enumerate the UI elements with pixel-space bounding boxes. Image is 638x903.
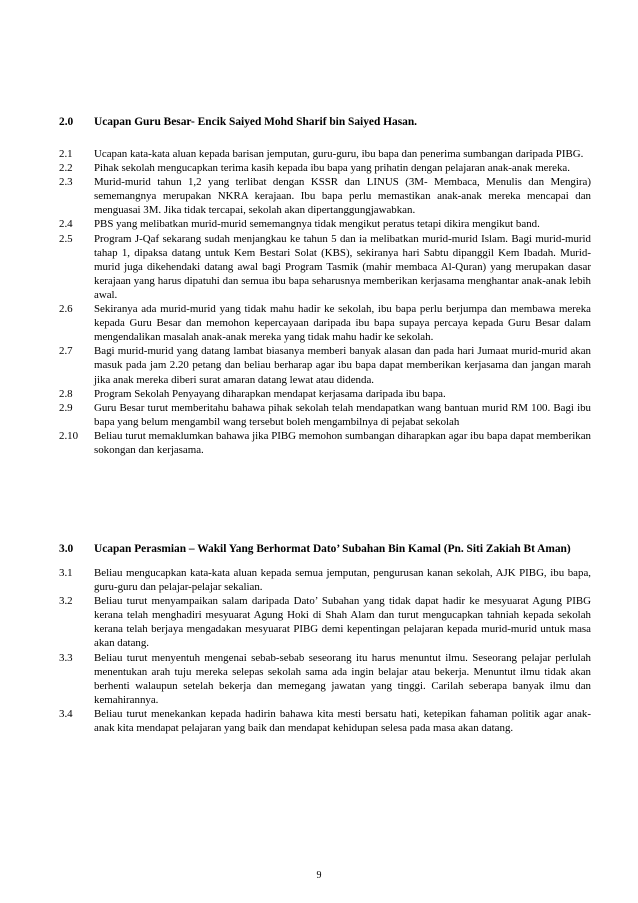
item-text: Beliau turut menyentuh mengenai sebab-sebab seseorang itu harus menuntut ilmu. Seseorang pelajar perlulah menentukan arah tuju mereka selepas sekolah sama ada ingin belajar atau bekerja. Menuntut ilmu tidak akan berhenti walaupun setelah bekerja dan memegang jawatan yang tinggi. Carilah seberapa banyak ilmu dan kemahirannya. xyxy=(94,651,591,706)
item-number: 2.5 xyxy=(59,232,73,245)
item-number: 2.3 xyxy=(59,176,73,189)
item-number: 2.4 xyxy=(59,218,73,231)
item-text: Bagi murid-murid yang datang lambat biasanya memberi banyak alasan dan pada hari Jumaat murid-murid akan masuk pada jam 2.20 petang dan beliau berharap agar ibu bapa dapat memberikan kerjasama dan jangan marah jika anak mereka diberi surat amaran datang lewat atau didenda. xyxy=(94,345,591,386)
list-item xyxy=(59,651,591,707)
item-text: Beliau turut menekankan kepada hadirin bahawa kita mesti bersatu hati, ketepikan fahaman politik agar anak-anak kita mendapat pelajaran yang baik dan mendapat kehidupan selesa pada masa akan datang. xyxy=(94,707,591,735)
item-number: 2.10 xyxy=(59,429,79,442)
item-number: 3.3 xyxy=(59,651,73,664)
section-number: 3.0 xyxy=(59,543,74,555)
list-item xyxy=(59,429,591,457)
list-item xyxy=(59,147,591,161)
item-text: Sekiranya ada murid-murid yang tidak mahu hadir ke sekolah, ibu bapa perlu berjumpa dan membawa mereka kepada Guru Besar dan memohon kepercayaan daripada ibu bapa supaya percaya kepada Guru Besar dalam mengendalikan masalah anak-anak mereka yang tidak mahu hadir ke sekolah. xyxy=(94,303,591,344)
item-number: 2.2 xyxy=(59,162,73,175)
section-3 xyxy=(59,541,591,735)
section-3-heading xyxy=(59,541,591,558)
item-number: 3.2 xyxy=(59,595,73,608)
item-text: Ucapan kata-kata aluan kepada barisan jemputan, guru-guru, ibu bapa dan penerima sumbangan daripada PIBG. xyxy=(94,148,584,160)
section-number: 2.0 xyxy=(59,116,74,128)
item-number: 2.6 xyxy=(59,303,73,316)
item-text: Beliau turut menyampaikan salam daripada Dato’ Subahan yang tidak dapat hadir ke mesyuarat Agung PIBG kerana telah menghadiri mesyuarat Agung Hoki di Shah Alam dan turut mengucapkan tahniah kepada sekolah kerana telah berjaya mengadakan mesyuarat PIBG demi kepentingan pelajaran kepada murid-murid untuk masa akan datang. xyxy=(94,595,591,650)
page-number: 9 xyxy=(316,870,322,881)
item-number: 3.4 xyxy=(59,707,73,720)
list-item xyxy=(59,232,591,302)
item-text: Beliau turut memaklumkan bahawa jika PIBG memohon sumbangan diharapkan agar ibu bapa dapat memberikan sokongan dan kerjasama. xyxy=(94,429,591,456)
item-number: 2.9 xyxy=(59,401,73,414)
section-title: Ucapan Guru Besar- Encik Saiyed Mohd Sharif bin Saiyed Hasan. xyxy=(94,116,418,128)
section-title: Ucapan Perasmian – Wakil Yang Berhormat Dato’ Subahan Bin Kamal (Pn. Siti Zakiah Bt Aman) xyxy=(94,543,571,555)
list-item xyxy=(59,161,591,175)
list-item xyxy=(59,344,591,386)
item-text: Guru Besar turut memberitahu bahawa pihak sekolah telah mendapatkan wang bantuan murid RM 100. Bagi ibu bapa yang belum mengambil wang tersebut boleh mengambilnya di pejabat sekolah xyxy=(94,401,591,428)
list-item xyxy=(59,387,591,401)
list-item xyxy=(59,217,591,231)
list-item xyxy=(59,707,591,735)
item-number: 2.7 xyxy=(59,345,73,358)
item-number: 3.1 xyxy=(59,567,73,579)
item-text: Program Sekolah Penyayang diharapkan mendapat kerjasama daripada ibu bapa. xyxy=(94,387,446,400)
item-text: Murid-murid tahun 1,2 yang terlibat dengan KSSR dan LINUS (3M- Membaca, Menulis dan Mengira) sememangnya merupakan NKRA kerajaan. Ibu bapa perlu memastikan anak-anak mereka mencapai dan menguasai 3M. Jika tidak tercapai, sekolah akan dipertanggungjawabkan. xyxy=(94,176,591,217)
section-2 xyxy=(59,114,591,457)
item-number: 2.8 xyxy=(59,387,73,400)
list-item xyxy=(59,401,591,429)
section-2-heading xyxy=(59,114,591,131)
item-text: Beliau mengucapkan kata-kata aluan kepada semua jemputan, pengurusan kanan sekolah, AJK PIBG, ibu bapa, guru-guru dan pelajar-pelajar sekalian. xyxy=(94,567,591,594)
list-item xyxy=(59,175,591,217)
list-item xyxy=(59,594,591,650)
item-text: PBS yang melibatkan murid-murid sememangnya tidak mengikut peratus tetapi dikira mengikut band. xyxy=(94,218,540,231)
item-number: 2.1 xyxy=(59,148,73,160)
list-item xyxy=(59,566,591,594)
item-text: Program J-Qaf sekarang sudah menjangkau ke tahun 5 dan ia melibatkan murid-murid Islam. Bagi murid-murid tahap 1, dipaksa datang untuk Kem Bestari Solat (KBS), sekiranya hari Sabtu dipanggil Kem Ibadah. Murid-murid juga dikehendaki datang awal bagi Program Tasmik (mahir membaca Al-Quran) yang merupakan dasar kerajaan yang harus dipatuhi dan semua ibu bapa seharusnya memberikan kerjasama menghantar anak-anak lebih awal. xyxy=(94,232,591,301)
list-item xyxy=(59,302,591,344)
item-text: Pihak sekolah mengucapkan terima kasih kepada ibu bapa yang prihatin dengan pelajaran anak-anak mereka. xyxy=(94,162,570,175)
